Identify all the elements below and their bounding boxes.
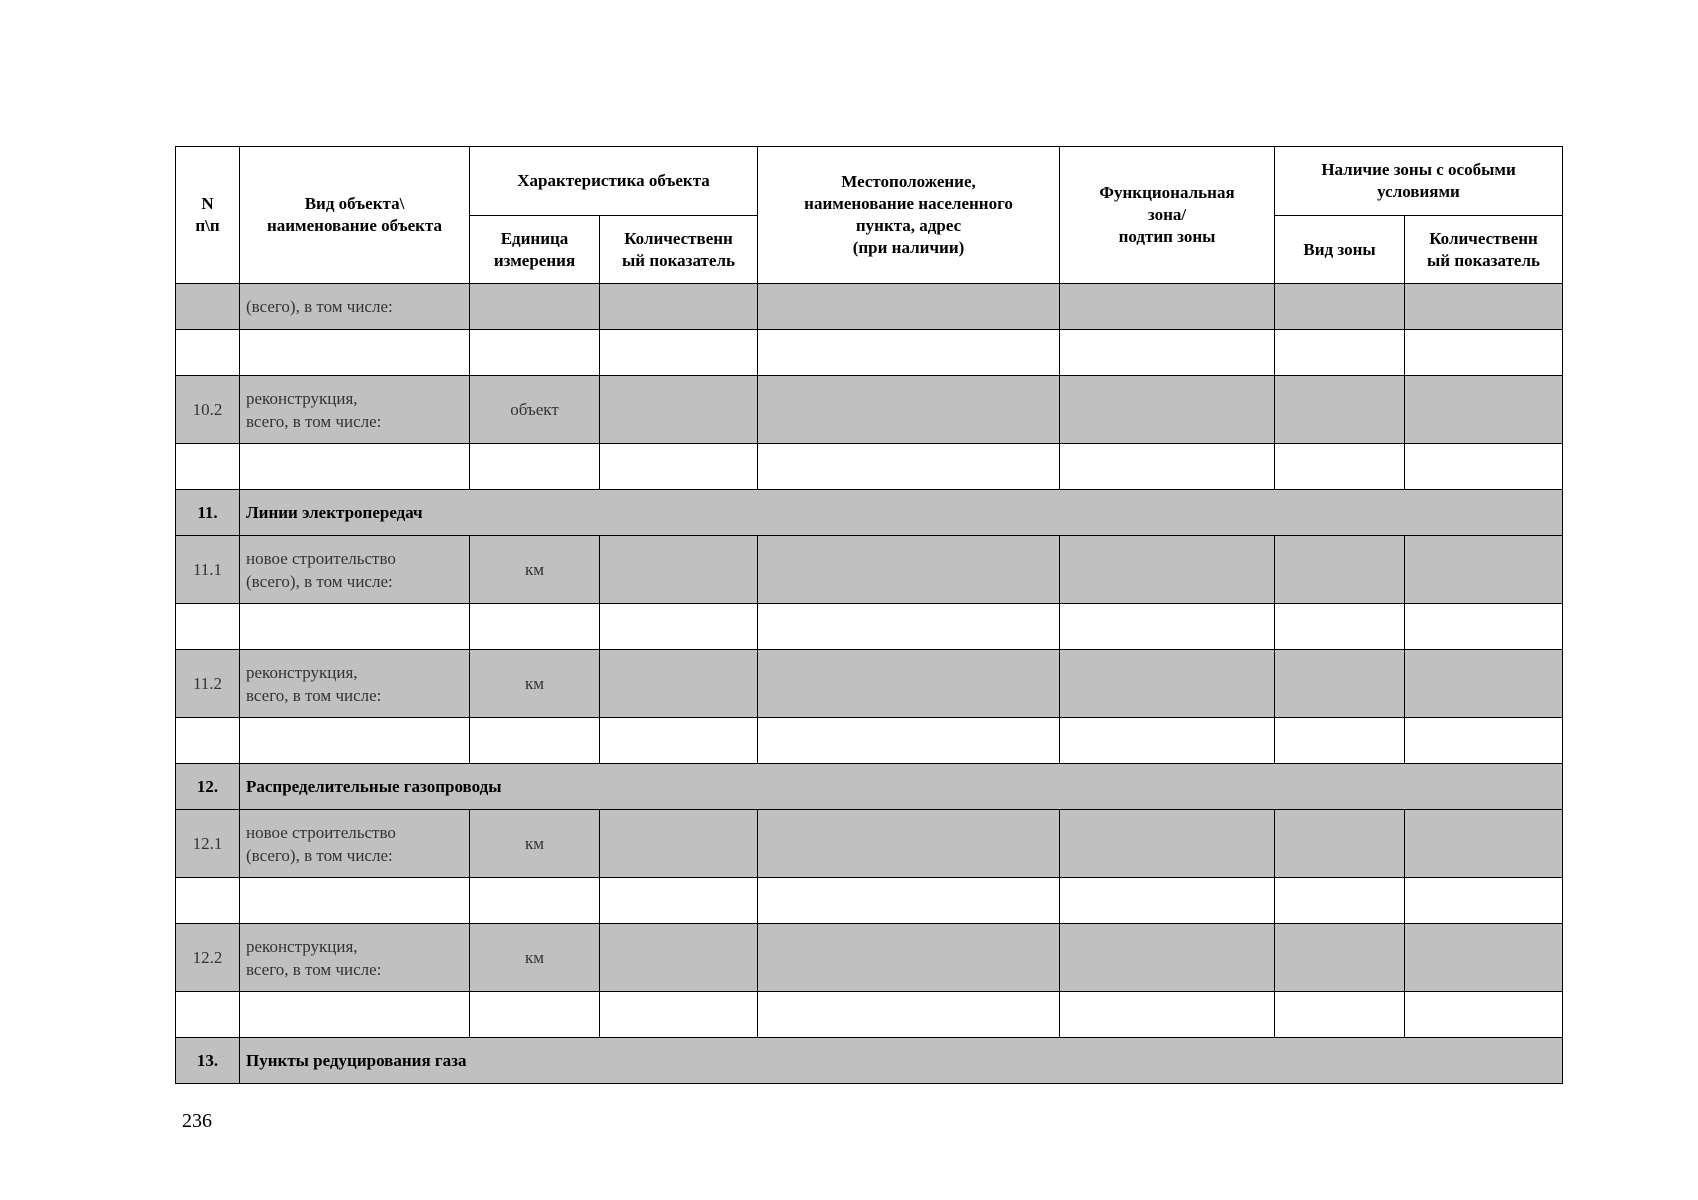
- blank-cell: [1405, 718, 1563, 764]
- blank-cell: [1275, 330, 1405, 376]
- header-unit: [470, 216, 600, 284]
- blank-row: [176, 330, 1563, 376]
- row-quantity: [600, 810, 758, 878]
- row-functional-zone: [1060, 810, 1275, 878]
- blank-cell: [470, 604, 600, 650]
- blank-cell: [758, 330, 1060, 376]
- blank-cell: [600, 992, 758, 1038]
- blank-cell: [176, 718, 240, 764]
- row-name: (всего), в том числе:: [240, 284, 470, 330]
- section-row: [176, 490, 1563, 536]
- section-title: Распределительные газопроводы: [240, 764, 1563, 810]
- blank-cell: [470, 718, 600, 764]
- row-zone-type: [1275, 810, 1405, 878]
- header-characteristics: [470, 147, 758, 216]
- row-zone-quantity: [1405, 284, 1563, 330]
- row-unit: [470, 284, 600, 330]
- blank-cell: [240, 444, 470, 490]
- header-functional-zone-label: Функциональная зона/ подтип зоны: [1099, 183, 1235, 246]
- header-zone-type: [1275, 216, 1405, 284]
- row-functional-zone: [1060, 376, 1275, 444]
- blank-cell: [176, 330, 240, 376]
- section-row: [176, 764, 1563, 810]
- blank-cell: [470, 330, 600, 376]
- row-location: [758, 650, 1060, 718]
- blank-cell: [600, 718, 758, 764]
- row-functional-zone: [1060, 536, 1275, 604]
- row-number: 10.2: [176, 376, 240, 444]
- row-zone-quantity: [1405, 376, 1563, 444]
- blank-row: [176, 444, 1563, 490]
- table-row: [176, 924, 1563, 992]
- blank-cell: [1275, 992, 1405, 1038]
- blank-cell: [1060, 718, 1275, 764]
- blank-cell: [1060, 604, 1275, 650]
- row-zone-type: [1275, 284, 1405, 330]
- row-name: реконструкция, всего, в том числе:: [240, 650, 470, 718]
- blank-cell: [1405, 992, 1563, 1038]
- row-location: [758, 376, 1060, 444]
- blank-cell: [240, 878, 470, 924]
- row-number: 11.1: [176, 536, 240, 604]
- blank-cell: [758, 718, 1060, 764]
- row-name: реконструкция, всего, в том числе:: [240, 376, 470, 444]
- header-location-label: Местоположение, наименование населенного пункта, адрес (при наличии): [804, 172, 1013, 257]
- blank-cell: [240, 330, 470, 376]
- objects-table: [175, 146, 1563, 1084]
- row-zone-quantity: [1405, 650, 1563, 718]
- table-row: [176, 650, 1563, 718]
- table-body: [176, 284, 1563, 1084]
- header-functional-zone: [1060, 147, 1275, 284]
- row-unit: км: [470, 650, 600, 718]
- row-unit: км: [470, 810, 600, 878]
- blank-cell: [1405, 444, 1563, 490]
- row-name: реконструкция, всего, в том числе:: [240, 924, 470, 992]
- blank-cell: [176, 992, 240, 1038]
- blank-cell: [470, 444, 600, 490]
- blank-cell: [600, 330, 758, 376]
- header-quantity-label: Количественн ый показатель: [622, 228, 735, 270]
- row-zone-type: [1275, 924, 1405, 992]
- blank-cell: [1405, 330, 1563, 376]
- blank-cell: [758, 444, 1060, 490]
- row-functional-zone: [1060, 650, 1275, 718]
- row-functional-zone: [1060, 284, 1275, 330]
- row-quantity: [600, 376, 758, 444]
- section-number: 13.: [176, 1038, 240, 1084]
- header-zone-quantity: [1405, 216, 1563, 284]
- blank-cell: [1060, 330, 1275, 376]
- section-row: [176, 1038, 1563, 1084]
- table-row: [176, 376, 1563, 444]
- blank-cell: [600, 878, 758, 924]
- header-zone-type-label: Вид зоны: [1303, 239, 1376, 259]
- blank-cell: [1405, 604, 1563, 650]
- row-quantity: [600, 536, 758, 604]
- blank-cell: [176, 604, 240, 650]
- table-row: [176, 284, 1563, 330]
- header-characteristics-label: Характеристика объекта: [517, 171, 710, 190]
- row-number: [176, 284, 240, 330]
- blank-cell: [1275, 604, 1405, 650]
- blank-cell: [1275, 718, 1405, 764]
- row-unit: объект: [470, 376, 600, 444]
- table-row: [176, 810, 1563, 878]
- row-quantity: [600, 924, 758, 992]
- header-type-name-label: Вид объекта\ наименование объекта: [266, 194, 443, 235]
- section-title: Линии электропередач: [240, 490, 1563, 536]
- blank-cell: [470, 878, 600, 924]
- blank-row: [176, 878, 1563, 924]
- section-number: 12.: [176, 764, 240, 810]
- blank-cell: [600, 604, 758, 650]
- row-name: новое строительство (всего), в том числе:: [240, 810, 470, 878]
- blank-cell: [240, 604, 470, 650]
- blank-cell: [240, 718, 470, 764]
- blank-cell: [1060, 878, 1275, 924]
- header-special-zone-label: Наличие зоны с особыми условиями: [1321, 160, 1516, 201]
- row-zone-quantity: [1405, 536, 1563, 604]
- row-quantity: [600, 650, 758, 718]
- row-zone-quantity: [1405, 810, 1563, 878]
- header-quantity: [600, 216, 758, 284]
- blank-row: [176, 604, 1563, 650]
- blank-cell: [1060, 992, 1275, 1038]
- blank-cell: [758, 992, 1060, 1038]
- row-location: [758, 536, 1060, 604]
- header-special-zone: [1275, 147, 1563, 216]
- row-zone-type: [1275, 650, 1405, 718]
- row-number: 12.1: [176, 810, 240, 878]
- table-row: [176, 536, 1563, 604]
- header-num-label: N п\п: [195, 194, 220, 235]
- row-zone-type: [1275, 376, 1405, 444]
- page-number: 236: [182, 1110, 212, 1132]
- blank-cell: [176, 878, 240, 924]
- row-unit: км: [470, 924, 600, 992]
- row-location: [758, 924, 1060, 992]
- blank-cell: [176, 444, 240, 490]
- section-title: Пункты редуцирования газа: [240, 1038, 1563, 1084]
- blank-cell: [1275, 444, 1405, 490]
- blank-cell: [1405, 878, 1563, 924]
- blank-cell: [1060, 444, 1275, 490]
- row-name: новое строительство (всего), в том числе:: [240, 536, 470, 604]
- header-unit-label: Единица измерения: [493, 228, 576, 270]
- blank-cell: [758, 604, 1060, 650]
- row-number: 11.2: [176, 650, 240, 718]
- blank-row: [176, 992, 1563, 1038]
- blank-cell: [240, 992, 470, 1038]
- blank-cell: [758, 878, 1060, 924]
- header-num: [176, 147, 240, 284]
- section-number: 11.: [176, 490, 240, 536]
- blank-cell: [1275, 878, 1405, 924]
- row-unit: км: [470, 536, 600, 604]
- row-zone-type: [1275, 536, 1405, 604]
- row-location: [758, 284, 1060, 330]
- blank-cell: [470, 992, 600, 1038]
- row-location: [758, 810, 1060, 878]
- row-number: 12.2: [176, 924, 240, 992]
- blank-cell: [600, 444, 758, 490]
- row-functional-zone: [1060, 924, 1275, 992]
- row-zone-quantity: [1405, 924, 1563, 992]
- header-zone-quantity-label: Количественн ый показатель: [1427, 228, 1540, 270]
- header-type-name: [240, 147, 470, 284]
- header-location: [758, 147, 1060, 284]
- row-quantity: [600, 284, 758, 330]
- blank-row: [176, 718, 1563, 764]
